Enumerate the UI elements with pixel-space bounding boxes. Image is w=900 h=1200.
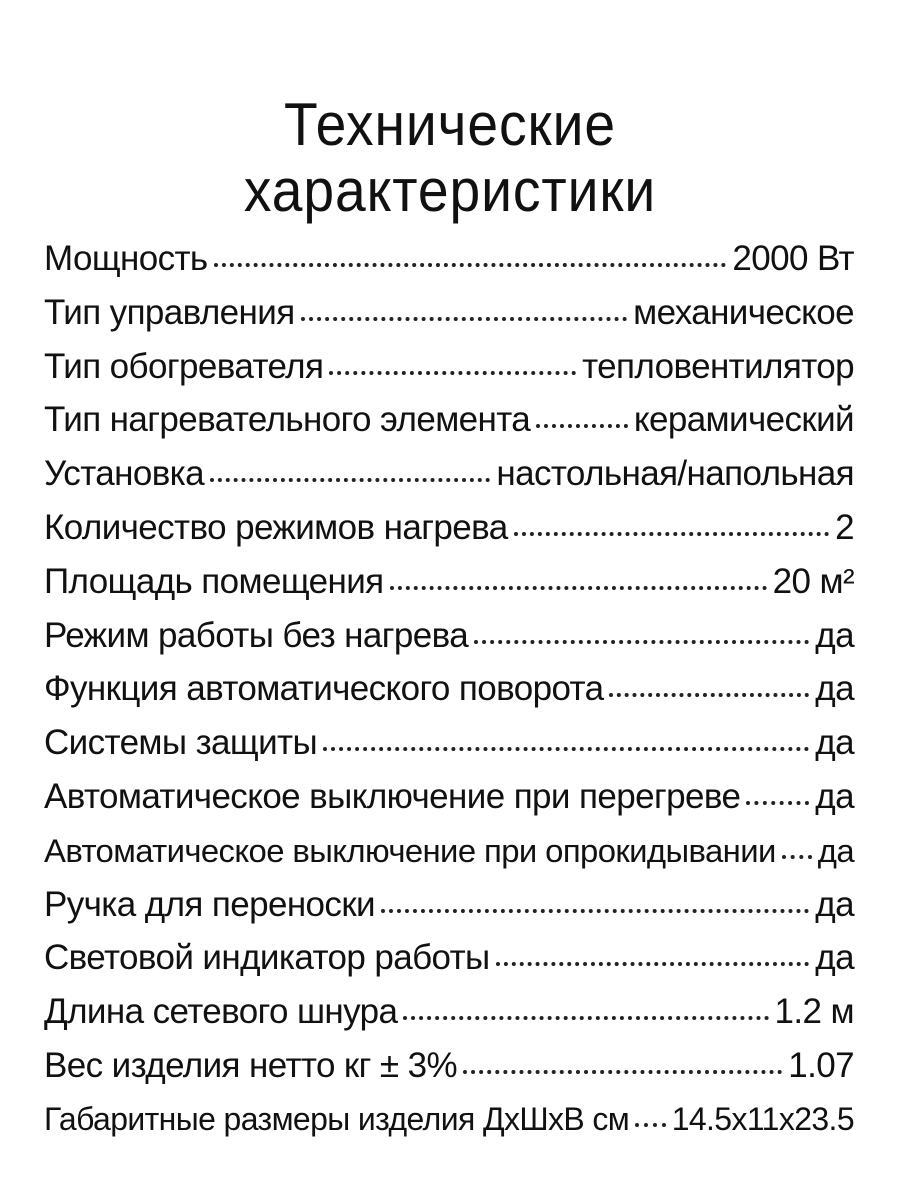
- dot-leader: [403, 1016, 768, 1020]
- spec-label: Мощность: [44, 239, 208, 278]
- spec-label: Ручка для переноски: [44, 884, 375, 924]
- spec-row: [44, 878, 854, 932]
- spec-label: Тип нагревательного элемента: [44, 400, 531, 440]
- spec-row: [44, 286, 854, 340]
- dot-leader: [329, 371, 576, 375]
- spec-label: Количество режимов нагрева: [44, 507, 508, 547]
- spec-label: Световой индикатор работы: [44, 938, 490, 978]
- dot-leader: [214, 263, 727, 267]
- spec-label: Функция автоматического поворота: [44, 669, 604, 709]
- dot-leader: [323, 747, 809, 751]
- spec-row: [44, 555, 854, 609]
- spec-row: [44, 1039, 854, 1093]
- spec-row: [44, 662, 854, 716]
- dot-leader: [514, 532, 830, 536]
- dot-leader: [746, 801, 809, 805]
- dot-leader: [536, 424, 628, 428]
- spec-row: [44, 716, 854, 770]
- dot-leader: [210, 478, 490, 482]
- spec-value: 1.2 м: [774, 992, 854, 1032]
- dot-leader: [301, 317, 628, 321]
- spec-value: да: [815, 938, 854, 978]
- spec-row: [44, 824, 854, 878]
- spec-label: Автоматическое выключение при опрокидывании: [44, 831, 776, 869]
- spec-row: [44, 931, 854, 985]
- spec-value: керамический: [633, 400, 854, 440]
- spec-label: Площадь помещения: [44, 561, 384, 601]
- spec-value: 2000 Вт: [732, 239, 854, 278]
- spec-row: [44, 447, 854, 501]
- spec-label: Установка: [44, 454, 205, 494]
- spec-label: Тип управления: [44, 292, 295, 332]
- spec-row: [44, 770, 854, 824]
- spec-value: 14.5х11х23.5: [671, 1100, 854, 1137]
- spec-value: настольная/напольная: [496, 454, 854, 494]
- dot-leader: [381, 909, 809, 913]
- dot-leader: [782, 855, 812, 859]
- dot-leader: [496, 962, 810, 966]
- spec-label: Режим работы без нагрева: [44, 615, 469, 655]
- spec-label: Длина сетевого шнура: [44, 992, 398, 1032]
- spec-row: [44, 1093, 854, 1147]
- dot-leader: [463, 1070, 782, 1074]
- spec-label: Вес изделия нетто кг ± 3%: [44, 1045, 458, 1085]
- spec-value: 20 м²: [772, 561, 854, 601]
- spec-value: 2: [835, 507, 854, 547]
- spec-label: Системы защиты: [44, 723, 318, 763]
- spec-value: тепловентилятор: [582, 346, 854, 386]
- spec-row: [44, 985, 854, 1039]
- spec-label: Тип обогревателя: [44, 346, 324, 386]
- spec-list: [44, 232, 854, 1147]
- spec-row: [44, 609, 854, 663]
- title-line-2: характеристики: [243, 157, 657, 225]
- dot-leader: [474, 640, 809, 644]
- dot-leader: [635, 1123, 666, 1127]
- dot-leader: [390, 586, 767, 590]
- spec-label: Автоматическое выключение при перегреве: [44, 776, 741, 816]
- spec-value: да: [815, 615, 854, 655]
- title-line-1: Технические: [284, 91, 616, 159]
- spec-row: [44, 393, 854, 447]
- spec-value: да: [815, 723, 854, 763]
- spec-row: [44, 501, 854, 555]
- spec-value: механическое: [633, 292, 854, 332]
- page-title: [36, 92, 864, 224]
- spec-value: да: [817, 831, 854, 869]
- spec-value: да: [815, 669, 854, 709]
- spec-row: [44, 340, 854, 394]
- spec-label: Габаритные размеры изделия ДхШхВ см: [44, 1100, 630, 1137]
- dot-leader: [609, 693, 809, 697]
- spec-value: да: [815, 776, 854, 816]
- spec-value: 1.07: [788, 1045, 854, 1085]
- spec-row: [44, 232, 854, 286]
- spec-value: да: [815, 884, 854, 924]
